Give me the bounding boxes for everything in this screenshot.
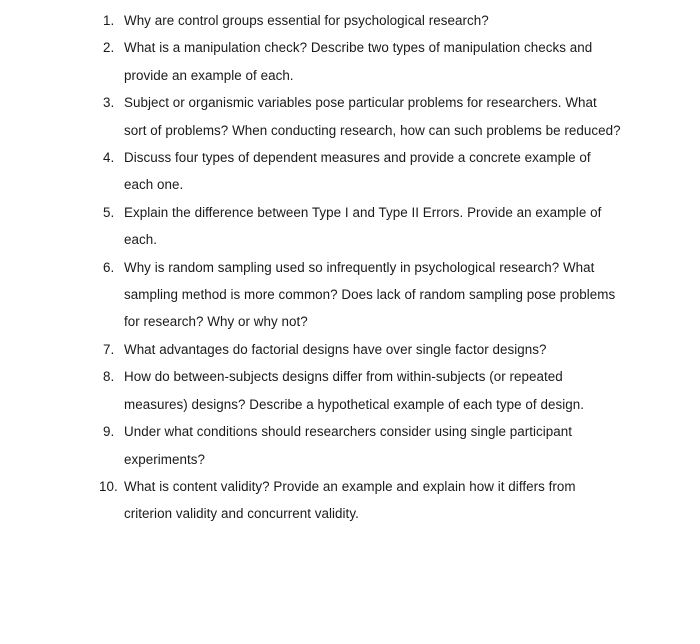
question-item [0,89,700,144]
question-number: 6. [103,259,115,275]
question-list [0,7,700,528]
question-number: 8. [103,369,115,385]
question-item [0,34,700,89]
question-item [0,363,700,418]
question-number: 4. [103,150,115,166]
question-text: What is content validity? Provide an example and explain how it differs from criterion validity and concurrent validity. [124,478,576,522]
question-text: How do between-subjects designs differ from within-subjects (or repeated measures) designs? Describe a hypothetical example of each type of design. [124,369,584,412]
question-text: Why are control groups essential for psychological research? [124,13,489,28]
question-item [0,254,700,336]
question-text: What advantages do factorial designs have over single factor designs? [124,341,547,357]
question-text: Why is random sampling used so infrequently in psychological research? What sampling method is more common? Does lack of random sampling pose problems for research? Why or why not? [124,259,616,330]
question-item [0,418,700,473]
question-item [0,199,700,254]
question-number: 3. [103,95,115,111]
question-number: 5. [103,204,115,220]
question-number: 7. [103,341,115,357]
question-number: 1. [103,13,115,28]
question-number: 9. [103,424,115,440]
question-text: Discuss four types of dependent measures and provide a concrete example of each one. [124,150,591,193]
question-item [0,336,700,363]
question-text: What is a manipulation check? Describe two types of manipulation checks and provide an example of each. [124,40,593,83]
question-number: 10. [99,478,118,494]
question-item [0,7,700,34]
question-text: Explain the difference between Type I and Type II Errors. Provide an example of each. [124,204,602,248]
question-item [0,144,700,199]
question-number: 2. [103,40,115,56]
question-item [0,473,700,528]
question-text: Subject or organismic variables pose particular problems for researchers. What sort of problems? When conducting research, how can such problems be reduced? [124,95,621,138]
question-text: Under what conditions should researchers consider using single participant experiments? [124,424,573,467]
